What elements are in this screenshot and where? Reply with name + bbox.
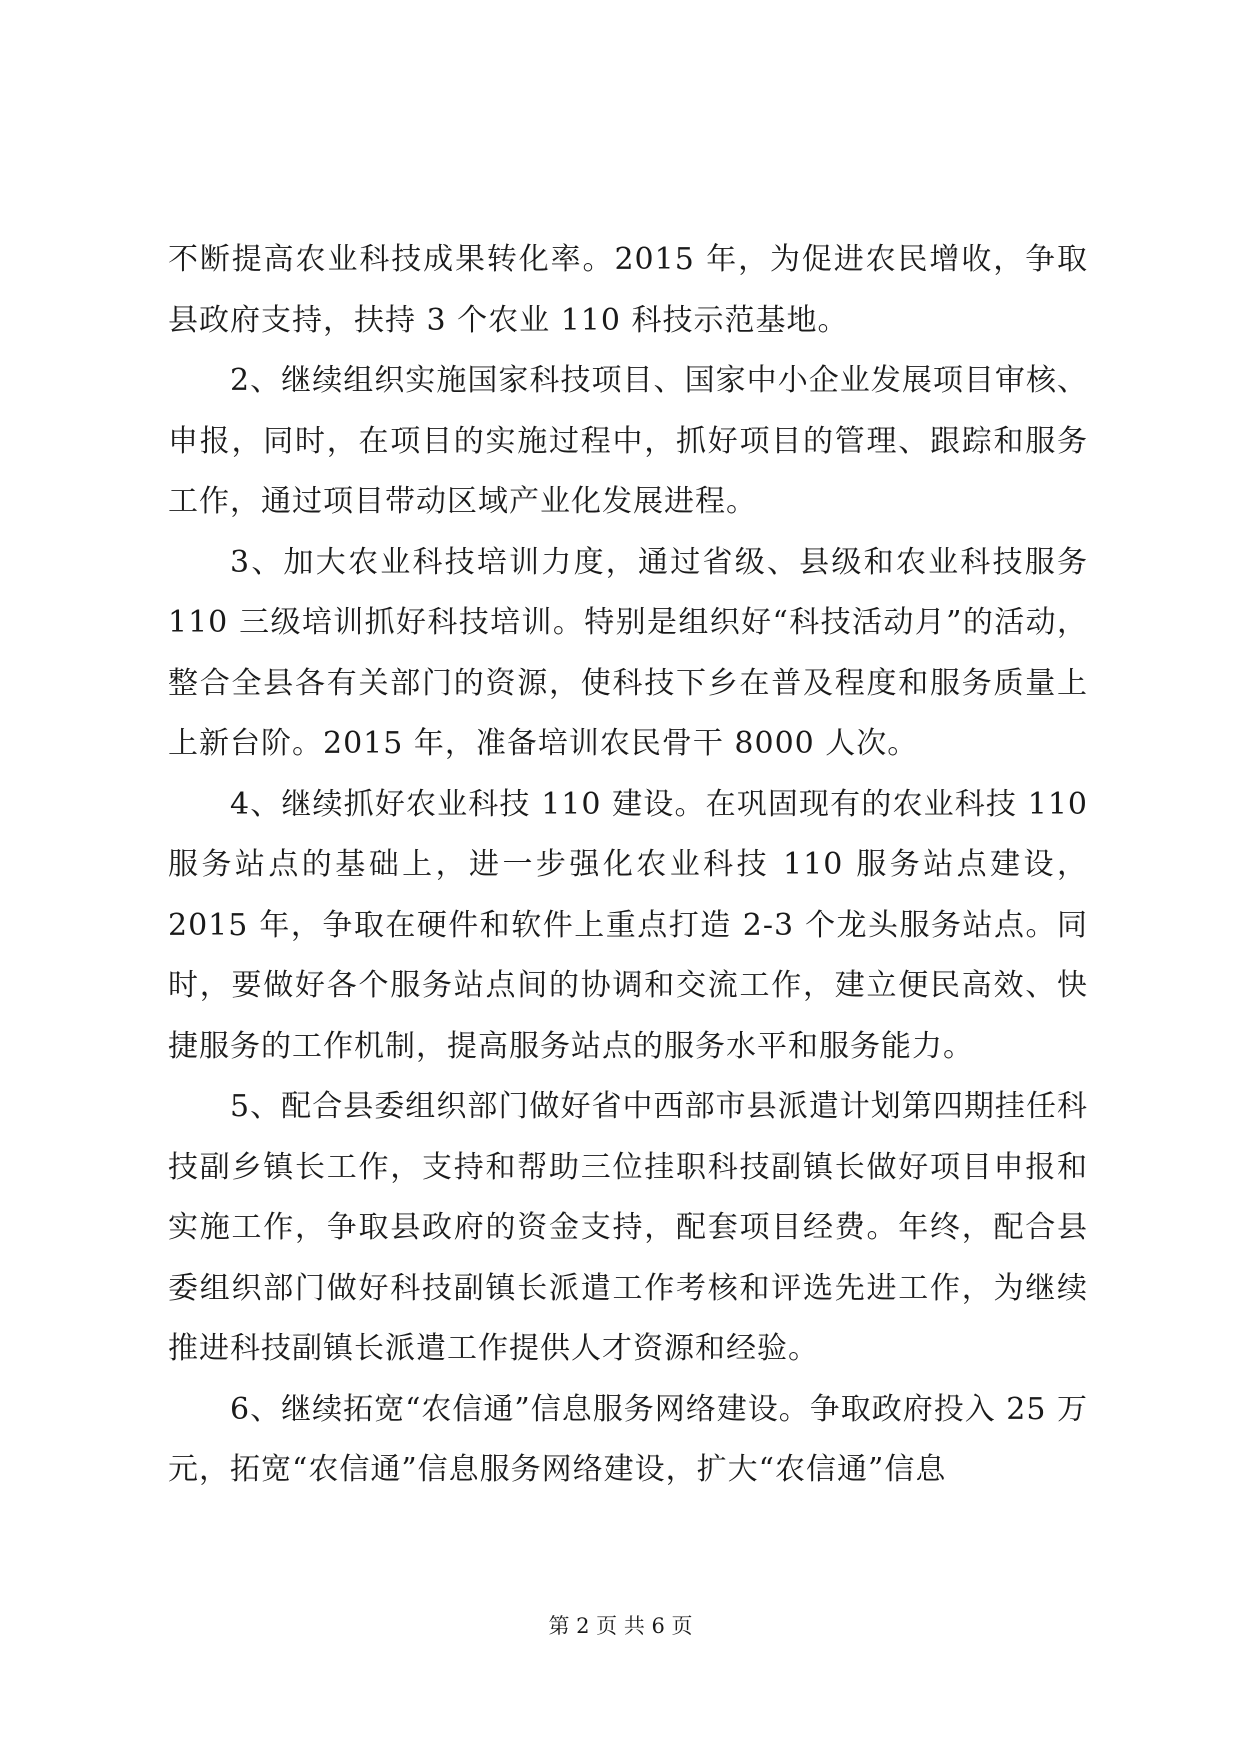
page-number-footer: 第 2 页 共 6 页: [548, 1614, 693, 1638]
paragraph-1: 不断提高农业科技成果转化率。2015 年，为促进农民增收，争取县政府支持，扶持 3 个农业 110 科技示范基地。: [168, 242, 1088, 338]
document-body: [168, 230, 1088, 1501]
paragraph-2: 2、继续组织实施国家科技项目、国家中小企业发展项目审核、申报，同时，在项目的实施过程中，抓好项目的管理、跟踪和服务工作，通过项目带动区域产业化发展进程。: [168, 363, 1088, 519]
paragraph-5: 5、配合县委组织部门做好省中西部市县派遣计划第四期挂任科技副乡镇长工作，支持和帮助三位挂职科技副镇长做好项目申报和实施工作，争取县政府的资金支持，配套项目经费。年终，配合县委组织部门做好科技副镇长派遣工作考核和评选先进工作，为继续推进科技副镇长派遣工作提供人才资源和经验。: [168, 1089, 1088, 1366]
paragraph-3: 3、加大农业科技培训力度，通过省级、县级和农业科技服务 110 三级培训抓好科技培训。特别是组织好“科技活动月”的活动，整合全县各有关部门的资源，使科技下乡在普及程度和服务质量上上新台阶。2015 年，准备培训农民骨干 8000 人次。: [168, 544, 1088, 761]
paragraph-6: 6、继续拓宽“农信通”信息服务网络建设。争取政府投入 25 万元，拓宽“农信通”信息服务网络建设，扩大“农信通”信息: [168, 1391, 1089, 1487]
paragraph-4: 4、继续抓好农业科技 110 建设。在巩固现有的农业科技 110 服务站点的基础上，进一步强化农业科技 110 服务站点建设，2015 年，争取在硬件和软件上重点打造 2-3 个龙头服务站点。同时，要做好各个服务站点间的协调和交流工作，建立便民高效、快捷服务的工作机制，提高服务站点的服务水平和服务能力。: [168, 786, 1088, 1064]
